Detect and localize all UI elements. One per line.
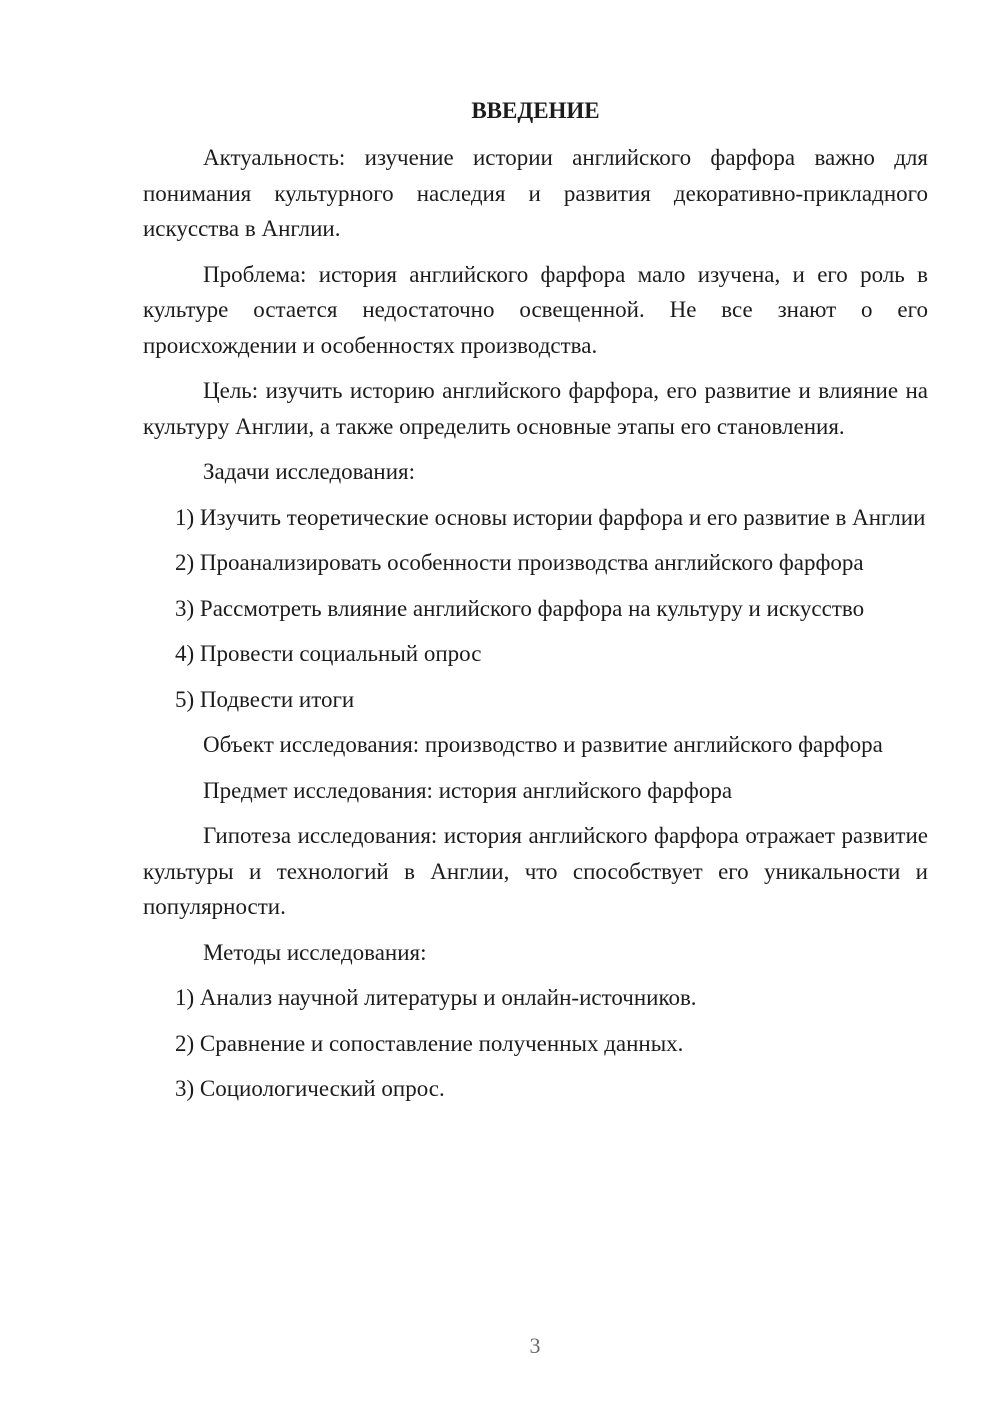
methods-heading: Методы исследования: — [203, 939, 427, 965]
task-item-5: 5) Подвести итоги — [175, 686, 355, 712]
goal-paragraph: Цель: изучить историю английского фарфора, его развитие и влияние на культуру Англии, а также определить основные этапы его становления. — [143, 378, 928, 439]
method-item-2: 2) Сравнение и сопоставление полученных данных. — [175, 1030, 684, 1056]
hypothesis-paragraph: Гипотеза исследования: история английского фарфора отражает развитие культуры и технологий в Англии, что способствует его уникальности и популярности. — [143, 823, 928, 919]
task-item-3: 3) Рассмотреть влияние английского фарфора на культуру и искусство — [175, 595, 865, 621]
task-item-1: 1) Изучить теоретические основы истории фарфора и его развитие в Англии — [175, 504, 926, 530]
page-title: ВВЕДЕНИЕ — [471, 98, 600, 123]
method-item-1: 1) Анализ научной литературы и онлайн-источников. — [175, 985, 697, 1010]
tasks-heading: Задачи исследования: — [203, 459, 416, 484]
page-body — [143, 96, 928, 1117]
page-number: 3 — [529, 1333, 541, 1358]
subject-paragraph: Предмет исследования: история английского фарфора — [203, 777, 733, 803]
method-item-3: 3) Социологический опрос. — [175, 1076, 445, 1101]
object-paragraph: Объект исследования: производство и развитие английского фарфора — [203, 732, 883, 757]
relevance-paragraph: Актуальность: изучение истории английского фарфора важно для понимания культурного наследия и развития декоративно-прикладного искусства в Англии. — [143, 145, 928, 241]
task-item-4: 4) Провести социальный опрос — [175, 641, 482, 666]
task-item-2: 2) Проанализировать особенности производства английского фарфора — [175, 550, 864, 575]
problem-paragraph: Проблема: история английского фарфора мало изучена, и его роль в культуре остается недостаточно освещенной. Не все знают о его происхождении и особенностях производства. — [143, 261, 928, 358]
